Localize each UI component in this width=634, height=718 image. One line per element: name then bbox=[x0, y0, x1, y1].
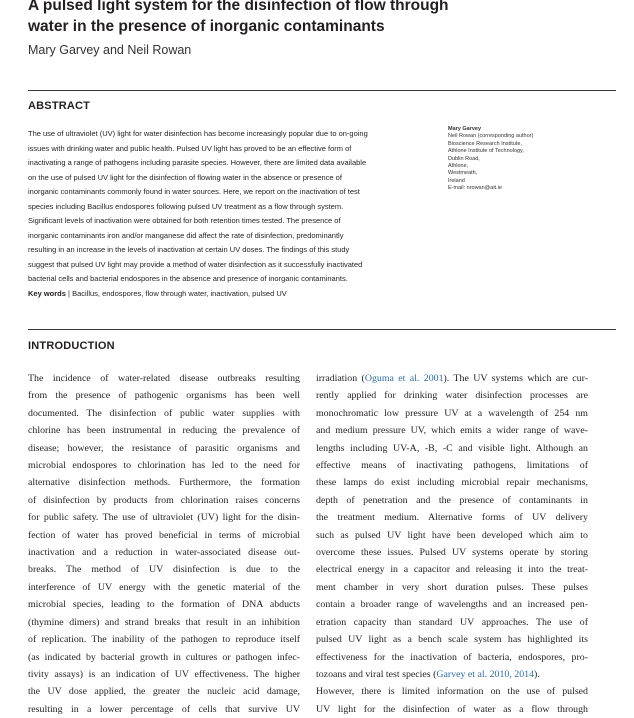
abstract-line: bacterial cells and bacterial endospores in the absence and presence of inorganic contaminants. bbox=[28, 274, 348, 284]
introduction-left-column bbox=[28, 370, 300, 718]
abstract-line: Significant levels of inactivation were obtained for both retention times tested. The presence of bbox=[28, 216, 341, 226]
abstract-heading: ABSTRACT bbox=[28, 100, 91, 112]
affiliation-line: Athlone Institute of Technology, bbox=[448, 148, 524, 155]
body-line: depth of penetration and the presence of contaminants in bbox=[316, 494, 588, 506]
citation-link[interactable]: Garvey et al. 2010, 2014 bbox=[436, 668, 535, 680]
body-line: of disinfection by products from chlorination raises concerns bbox=[28, 494, 300, 506]
body-line: inactivation and a reduction in water-associated disease out- bbox=[28, 547, 300, 559]
body-line: interference of UV energy with the genetic material of the bbox=[28, 581, 300, 593]
body-line: the UV dose applied, the greater the nucleic acid damage, bbox=[28, 686, 300, 698]
body-line: pulsed UV light as a bench scale system has highlighted its bbox=[316, 634, 588, 646]
body-line: the treatment medium. Alternative forms of UV delivery bbox=[316, 512, 588, 524]
body-line: electrical energy in a capacitor and releasing it into the treat- bbox=[316, 564, 588, 576]
section-divider bbox=[28, 329, 616, 330]
abstract-line: suggest that pulsed UV light may provide a method of water disinfection as it successfully inactivated bbox=[28, 259, 363, 269]
author-affiliation bbox=[448, 126, 608, 193]
author-list: Mary Garvey and Neil Rowan bbox=[28, 43, 192, 57]
title-line: A pulsed light system for the disinfection of flow through bbox=[28, 0, 449, 14]
body-text: ). bbox=[534, 668, 540, 680]
body-line: effectiveness for the inactivation of bacteria, endospores, pro- bbox=[316, 651, 588, 663]
abstract-body bbox=[28, 127, 433, 302]
body-line: monochromatic low pressure UV at a wavelength of 254 nm bbox=[316, 407, 588, 419]
body-line: from the presence of pathogenic organisms has been well bbox=[28, 390, 300, 402]
keywords-label: Key words bbox=[28, 289, 66, 299]
introduction-right-column bbox=[316, 370, 588, 718]
affiliation-line: Bioscience Research Institute, bbox=[448, 140, 522, 147]
abstract-line: issues with drinking water and public health. Pulsed UV light has proved to be an effective form of bbox=[28, 143, 352, 153]
body-line bbox=[316, 370, 588, 387]
body-text: ). The UV systems which are cur- bbox=[443, 373, 588, 384]
keywords-separator: | bbox=[65, 289, 73, 299]
body-line: resulting in a lower percentage of cells that survive UV bbox=[28, 703, 300, 715]
body-line: chlorine has been instrumental in reducing the prevalence of bbox=[28, 425, 300, 437]
body-line: lengths including UV-A, -B, -C and visible light. Although an bbox=[316, 442, 588, 454]
body-text: tozoans and viral test species ( bbox=[316, 668, 437, 680]
article-title bbox=[28, 0, 618, 37]
body-line: disease; however, the resistance of parasitic organisms and bbox=[28, 442, 300, 454]
citation-link[interactable]: Oguma et al. 2001 bbox=[364, 373, 444, 384]
body-line: tivity assays) is an indication of UV effectiveness. The higher bbox=[28, 668, 300, 680]
affiliation-email[interactable]: E-mail: nrowan@ait.ie bbox=[448, 185, 502, 192]
body-line: and medium pressure UV, which emits a wider range of wave- bbox=[316, 425, 588, 437]
title-line: water in the presence of inorganic contaminants bbox=[28, 18, 385, 35]
body-line: effective means of inactivating pathogens, limitations of bbox=[316, 460, 588, 472]
affiliation-line: Ireland bbox=[448, 177, 465, 184]
body-line: etration capacity than standard UV approaches. The use of bbox=[316, 616, 588, 628]
body-line: overcome these issues. Pulsed UV systems operate by storing bbox=[316, 547, 588, 559]
affiliation-line: Dublin Road, bbox=[448, 155, 480, 162]
body-line: documented. The disinfection of public water supplies with bbox=[28, 407, 300, 419]
body-line: rently applied for drinking water disinfection processes are bbox=[316, 390, 588, 402]
body-line: breaks. The method of UV disinfection is due to the bbox=[28, 564, 300, 576]
abstract-line: species including Bacillus endospores following pulsed UV treatment as a flow through system. bbox=[28, 201, 344, 211]
section-divider bbox=[28, 90, 616, 91]
body-line: (thymine dimers) and strand breaks that result in an inhibition bbox=[28, 616, 300, 628]
affiliation-line: Mary Garvey bbox=[448, 126, 482, 132]
body-line: (as indicated by bacterial growth in cultures or pathogen infec- bbox=[28, 651, 300, 663]
affiliation-line: Neil Rowan (corresponding author) bbox=[448, 133, 534, 140]
abstract-line: on the use of pulsed UV light for the disinfection of flowing water in the absence or presence of bbox=[28, 172, 342, 182]
body-line: microbial species, leading to the formation of DNA abducts bbox=[28, 599, 300, 611]
body-line: for public safety. The use of ultraviolet (UV) light for the disin- bbox=[28, 512, 300, 524]
introduction-heading: INTRODUCTION bbox=[28, 340, 115, 352]
body-line: UV light for the disinfection of water as a flow through bbox=[316, 703, 588, 715]
body-line bbox=[316, 666, 588, 683]
abstract-line: resulting in an increase in the levels of inactivation at certain UV doses. The findings of this study bbox=[28, 245, 350, 255]
affiliation-line: Athlone, bbox=[448, 163, 469, 170]
body-line: ment chamber in very short duration pulses. These pulses bbox=[316, 581, 588, 593]
body-line: these lamps do exist including microbial repair mechanisms, bbox=[316, 477, 588, 489]
body-line: alternative disinfection methods. Furthermore, the formation bbox=[28, 477, 300, 489]
keywords-list: Bacillus, endospores, flow through water, inactivation, pulsed UV bbox=[72, 289, 287, 299]
abstract-line: inactivating a range of pathogens including parasite species. However, there are limited data available bbox=[28, 158, 367, 168]
body-line: fection of water has proved beneficial in terms of microbial bbox=[28, 529, 300, 541]
body-line: microbial endospores to chlorination has led to the need for bbox=[28, 460, 300, 472]
body-line: contain a broader range of wavelengths and an increased pen- bbox=[316, 599, 588, 611]
abstract-line: inorganic contaminants iron and/or manganese did affect the rate of disinfection, predominantly bbox=[28, 230, 344, 240]
body-line: such as pulsed UV light have been developed which aim to bbox=[316, 529, 588, 541]
keywords-line bbox=[28, 287, 433, 302]
body-line: The incidence of water-related disease outbreaks resulting bbox=[28, 373, 300, 384]
body-line: However, there is limited information on the use of pulsed bbox=[316, 686, 588, 698]
body-line: of replication. The inability of the pathogen to reproduce itself bbox=[28, 634, 300, 646]
body-text: irradiation ( bbox=[316, 373, 365, 384]
abstract-line: inorganic contaminants commonly found in water sources. Here, we report on the inactivation of test bbox=[28, 187, 360, 197]
abstract-line: The use of ultraviolet (UV) light for water disinfection has become increasingly popular due to on-going bbox=[28, 129, 368, 138]
affiliation-line: Westmeath, bbox=[448, 170, 478, 177]
